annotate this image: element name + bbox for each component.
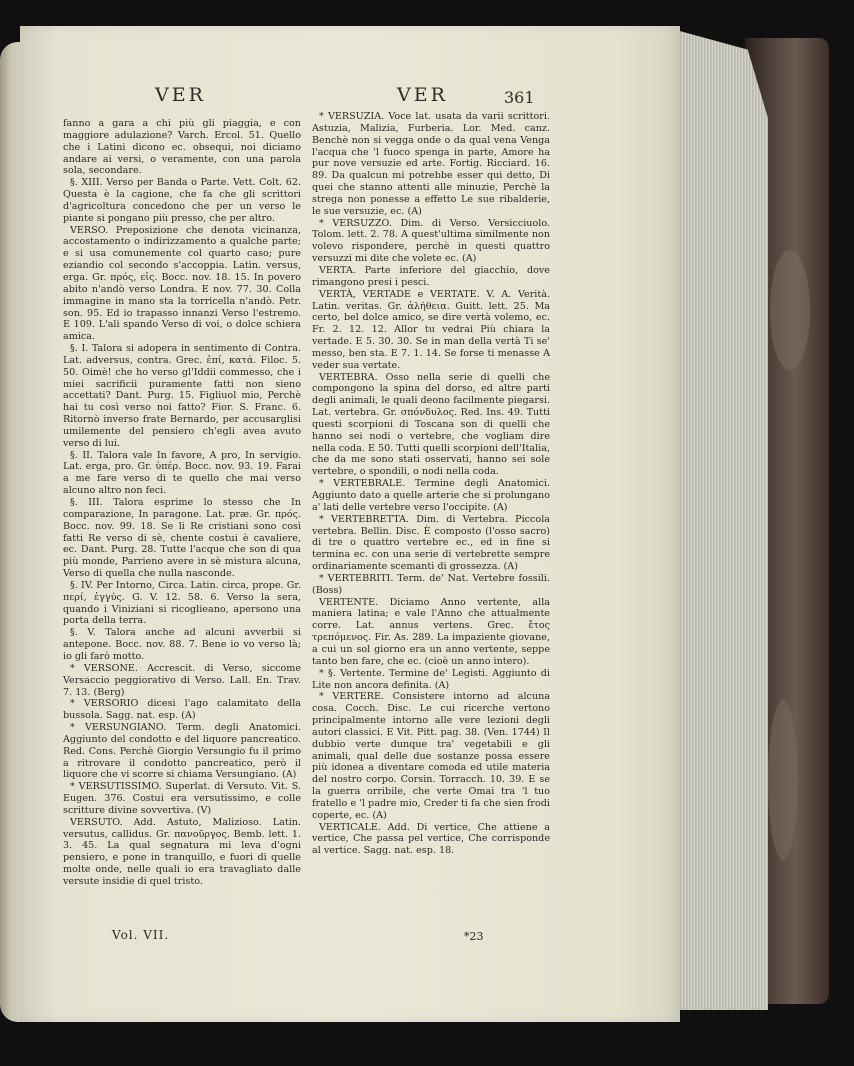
entry-paragraph: * VERSUZIA. Voce lat. usata da varii scrittori. Astuzia, Malizia, Furberia. Lor. Med. canz. Benchè non si vegga onde o da qual vena Venga l'acqua che 'l fuoco spenga in parte, Amore ha pur nove versuzie ed arte. Fortig. Ricciard. 16. 89. Da qualcun mi potrebbe esser qui detto, Di quei che stanno attenti alle minuzie, Perchè la strega non ponesse a effetto Le sue ribalderie, le sue versuzie, ec. (A) <box>312 111 550 217</box>
entry-paragraph: §. II. Talora vale In favore, A pro, In servigio. Lat. erga, pro. Gr. ὑπέρ. Bocc. nov. 93. 19. Farai a me fare verso di te quello che mai verso alcuno altro non feci. <box>63 449 301 497</box>
entry-paragraph: * VERSUTISSIMO. Superlat. di Versuto. Vit. S. Eugen. 376. Costui era versutissimo, e colle scritture divine sovvertiva. (V) <box>63 781 301 816</box>
right-column <box>312 111 550 857</box>
page-number: 361 <box>504 88 535 107</box>
entry-paragraph: * VERSONE. Accrescit. di Verso, siccome Versaccio peggiorativo di Verso. Lall. En. Trav. 7. 13. (Berg) <box>63 662 301 698</box>
entry-paragraph: VERSUTO. Add. Astuto, Malizioso. Latin. versutus, callidus. Gr. πανοῦργος. Bemb. lett. 1. 3. 45. La qual segnatura mi leva d'ogni pensiero, e pone in tranquillo, e fuori di quelle molte onde, nelle quali io era travagliato dalle versute insidie di quel tristo. <box>63 816 301 887</box>
page-stack-edge <box>676 30 768 1010</box>
entry-paragraph: * VERSUZZO. Dim. di Verso. Versicciuolo. Tolom. lett. 2. 78. A quest'ultima similmente non volevo rispondere, perchè in questi quattro versuzzi mi dite che volete ec. (A) <box>312 217 550 265</box>
volume-label: Vol. VII. <box>112 928 170 942</box>
entry-paragraph: * VERTERE. Consistere intorno ad alcuna cosa. Cocch. Disc. Le cui ricerche vertono principalmente intorno alle vere lezioni degli autori classici. E Vit. Pitt. pag. 38. (Ven. 1744) Il dubbio verte dunque tra' vegetabili e gli animali, qual delle due sostanze possa essere più idonea a diventare comoda ed utile materia del nostro corpo. Corsin. Torracch. 10. 39. E se la guerra orribile, che verte Omai tra 'l tuo fratello e 'l padre mio, Creder ti fa che sien frodi coperte, ec. (A) <box>312 691 550 821</box>
entry-paragraph: * VERTEBRITI. Term. de' Nat. Vertebre fossili. (Boss) <box>312 572 550 596</box>
entry-paragraph: §. V. Talora anche ad alcuni avverbii si antepone. Bocc. nov. 88. 7. Bene io vo verso là; io gli farò motto. <box>63 627 301 662</box>
cover-wear-mark <box>770 250 810 370</box>
running-head-right: VER <box>397 84 448 106</box>
entry-paragraph: §. I. Talora si adopera in sentimento di Contra. Lat. adversus, contra. Grec. ἐπί, κατά. Filoc. 5. 50. Oimè! che ho verso gl'Iddii commesso, che i miei sacrificii puramente fatti non sieno accettati? Dant. Purg. 15. Figliuol mio, Perchè hai tu così verso noi fatto? Fior. S. Franc. 6. Ritornò inverso frate Bernardo, per accusarglisi umilemente del pensiero ch'egli avea avuto verso di lui. <box>63 343 301 449</box>
entry-paragraph: §. XIII. Verso per Banda o Parte. Vett. Colt. 62. Questa è la cagione, che fa che gli scrittori d'agricoltura concedono che per un verso le piante si pongano più presso, che per altro. <box>63 177 301 224</box>
entry-paragraph: VERSO. Preposizione che denota vicinanza, accostamento o indirizzamento a qualche parte; e si usa comunemente col quarto caso; pure eziandio col secondo s'accoppia. Latin. versus, erga. Gr. πρός, εἰς. Bocc. nov. 18. 15. In povero abito n'andò verso Londra. E nov. 77. 30. Colla immagine in mano sta la torricella n'andò. Petr. son. 95. Ed io trapasso innanzi Verso l'estremo. E 109. L'ali spando Verso di voi, o dolce schiera amica. <box>63 224 301 343</box>
cover-wear-mark <box>768 700 798 860</box>
entry-paragraph: §. III. Talora esprime lo stesso che In comparazione, In paragone. Lat. præ. Gr. πρός. Bocc. nov. 99. 18. Se li Re cristiani sono così fatti Re verso di sè, chente costui è cavaliere, ec. Dant. Purg. 28. Tutte l'acque che son di qua più monde, Parrieno avere in sè mistura alcuna, Verso di quella che nulla nasconde. <box>63 497 301 580</box>
entry-paragraph: * §. Vertente. Termine de' Legisti. Aggiunto di Lite non ancora definita. (A) <box>312 667 550 691</box>
running-head-left: VER <box>155 84 206 106</box>
entry-paragraph: §. IV. Per Intorno, Circa. Latin. circa, prope. Gr. περί, ἐγγύς. G. V. 12. 58. 6. Verso la sera, quando i Viniziani si ricoglieano, apersono una porta della terra. <box>63 579 301 627</box>
entry-paragraph: * VERSUNGIANO. Term. degli Anatomici. Aggiunto del condotto e del liquore pancreatico. Red. Cons. Perchè Giorgio Versungio fu il primo a ritrovare il condotto pancreatico, però il liquore che vi scorre si chiama Versungiano. (A) <box>63 722 301 781</box>
signature-mark: *23 <box>464 930 484 943</box>
entry-paragraph: * VERTEBRETTA. Dim. di Vertebra. Piccola vertebra. Bellin. Disc. È composto (l'osso sacro) di tre o quattro vertebre ec., ed in fine si termina ec. con una serie di vertebrette sempre ordinariamente scemanti di grossezza. (A) <box>312 513 550 573</box>
entry-paragraph: VERTICALE. Add. Di vertice, Che attiene a vertice, Che passa pel vertice, Che corrisponde al vertice. Sagg. nat. esp. 18. <box>312 821 550 857</box>
left-column <box>63 118 301 888</box>
entry-paragraph: VERTA. Parte inferiore del giacchio, dove rimangono presi i pesci. <box>312 264 550 288</box>
entry-paragraph: * VERTEBRALE. Termine degli Anatomici. Aggiunto dato a quelle arterie che si prolungano a' lati delle vertebre verso l'occipite. (A) <box>312 478 550 513</box>
entry-paragraph: VERTENTE. Diciamo Anno vertente, alla maniera latina; e vale l'Anno che attualmente corre. Lat. annus vertens. Grec. ἔτος τρεπόμενος. Fir. As. 289. La impaziente giovane, a cui un sol giorno era un anno vertente, seppe tanto ben fare, che ec. (cioè un anno intero). <box>312 596 550 667</box>
entry-paragraph: VERTEBRA. Osso nella serie di quelli che compongono la spina del dorso, ed altre parti degli animali, le quali deono facilmente piegarsi. Lat. vertebra. Gr. σπόνδυλος. Red. Ins. 49. Tutti questi scorpioni di Toscana son di quelli che hanno sei nodi o vertebre, che vogliam dire nella coda. E 50. Tutti quelli scorpioni dell'Italia, che da me sono stati osservati, hanno sei sole vertebre, o spondili, o nodi nella coda. <box>312 371 550 478</box>
entry-paragraph: fanno a gara a chi più gli piaggia, e con maggiore adulazione? Varch. Ercol. 51. Quello che i Latini dicono ec. obsequi, noi diciamo andare ai versi, o veramente, con una parola sola, secondare. <box>63 118 301 177</box>
entry-paragraph: * VERSORIO dicesi l'ago calamitato della bussola. Sagg. nat. esp. (A) <box>63 698 301 722</box>
entry-paragraph: VERTÀ, VERTADE e VERTATE. V. A. Verità. Latin. veritas. Gr. ἀλήθεια. Guitt. lett. 25. Ma certo, bel dolce amico, se dire vertà volemo, ec. Fr. 2. 12. 12. Allor tu vedrai Più chiara la vertade. E 5. 30. 30. Se in man della vertà Ti se' messo, ben sta. E 7. 1. 14. Se forse ti menasse A veder sua vertate. <box>312 288 550 371</box>
